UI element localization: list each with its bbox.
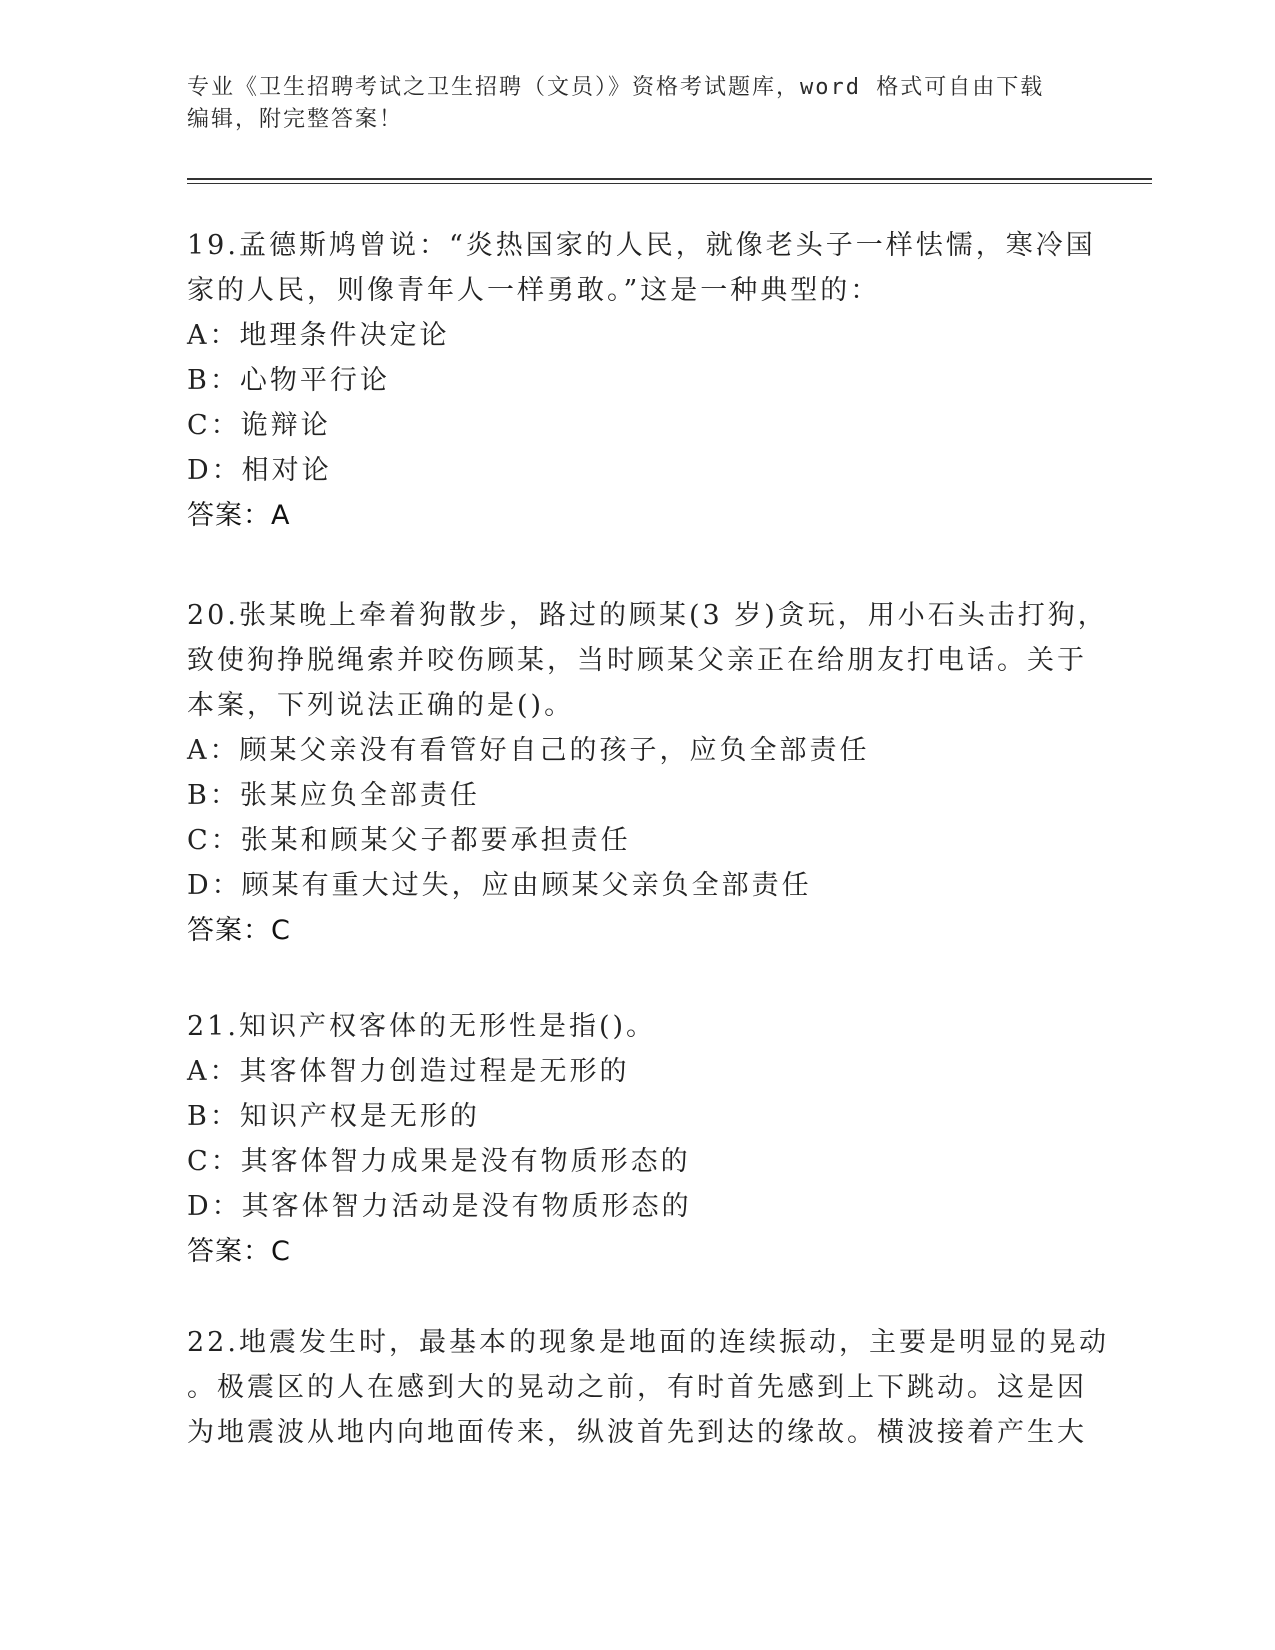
header-divider [187, 178, 1152, 180]
question-stem-line: 21.知识产权客体的无形性是指()。 [187, 1011, 657, 1042]
header-line-1: 专业《卫生招聘考试之卫生招聘（文员）》资格考试题库，word 格式可自由下载 [187, 75, 1045, 100]
answer: 答案：A [187, 500, 291, 531]
option-b: B：张某应负全部责任 [187, 780, 480, 811]
option-d: D：相对论 [187, 455, 332, 486]
question-22 [187, 1320, 1109, 1455]
question-stem-line: 致使狗挣脱绳索并咬伤顾某，当时顾某父亲正在给朋友打电话。关于 [187, 645, 1087, 676]
document-header [187, 72, 1067, 136]
question-stem-line: 本案，下列说法正确的是()。 [187, 690, 575, 721]
question-stem-line: 22.地震发生时，最基本的现象是地面的连续振动，主要是明显的晃动 [187, 1327, 1109, 1358]
option-d: D：其客体智力活动是没有物质形态的 [187, 1191, 692, 1222]
question-stem-line: 20.张某晚上牵着狗散步，路过的顾某(3 岁)贪玩，用小石头击打狗， [187, 600, 1108, 631]
option-c: C：张某和顾某父子都要承担责任 [187, 825, 631, 856]
answer: 答案：C [187, 915, 291, 946]
header-line-2: 编辑，附完整答案！ [187, 107, 404, 132]
question-19 [187, 223, 1096, 538]
question-stem-line: 为地震波从地内向地面传来，纵波首先到达的缘故。横波接着产生大 [187, 1417, 1087, 1448]
option-b: B：知识产权是无形的 [187, 1101, 480, 1132]
option-c: C：诡辩论 [187, 410, 331, 441]
question-20 [187, 593, 1108, 953]
question-stem-line: 家的人民，则像青年人一样勇敢。”这是一种典型的： [187, 275, 881, 306]
option-a: A：其客体智力创造过程是无形的 [187, 1056, 630, 1087]
question-21 [187, 1004, 1067, 1274]
option-a: A：地理条件决定论 [187, 320, 450, 351]
option-c: C：其客体智力成果是没有物质形态的 [187, 1146, 691, 1177]
answer: 答案：C [187, 1236, 291, 1267]
option-a: A：顾某父亲没有看管好自己的孩子，应负全部责任 [187, 735, 870, 766]
option-d: D：顾某有重大过失，应由顾某父亲负全部责任 [187, 870, 812, 901]
question-stem-line: 19.孟德斯鸠曾说：“炎热国家的人民，就像老头子一样怯懦，寒冷国 [187, 230, 1096, 261]
question-stem-line: 。极震区的人在感到大的晃动之前，有时首先感到上下跳动。这是因 [187, 1372, 1087, 1403]
header-divider-thin [187, 183, 1152, 184]
option-b: B：心物平行论 [187, 365, 390, 396]
